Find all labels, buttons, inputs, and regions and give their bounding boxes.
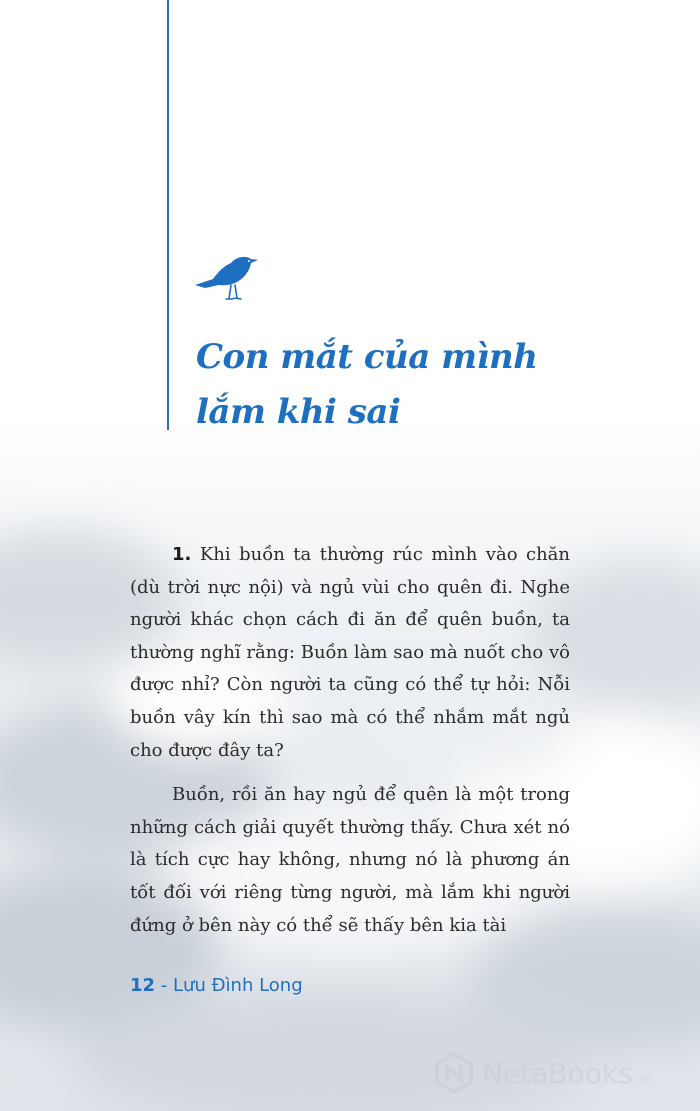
paragraph-text: Khi buồn ta thường rúc mình vào chăn (dù trời nực nội) và ngủ vùi cho quên đi. Nghe người khác chọn cách đi ăn để quên buồn, ta thường nghĩ rằng: Buồn làm sao mà nuốt cho vô được nhỉ? Còn người ta cũng có thể tự hỏi: Nỗi buồn vây kín thì sao mà có thể nhắm mắt ngủ cho được đây ta? — [130, 544, 570, 761]
paragraph-2 — [130, 779, 570, 942]
author-name: Lưu Đình Long — [173, 975, 303, 996]
chapter-title-line-1: Con mắt của mình — [196, 337, 538, 377]
paragraph-number: 1. — [172, 544, 192, 565]
bird-icon — [193, 252, 261, 304]
netabooks-logo-icon — [432, 1051, 476, 1095]
watermark — [432, 1048, 692, 1098]
paragraph-text: Buồn, rồi ăn hay ngủ để quên là một trong những cách giải quyết thường thấy. Chưa xét nó là tích cực hay không, nhưng nó là phương án tốt đối với riêng từng người, mà lắm khi người đứng ở bên này có thể sẽ thấy bên kia tài — [130, 784, 570, 936]
watermark-suffix: .vn — [632, 1071, 652, 1086]
page-number: 12 — [130, 975, 156, 996]
vertical-rule — [167, 0, 169, 430]
paragraph-1 — [130, 539, 570, 767]
body-text — [130, 539, 570, 954]
footer-separator: - — [155, 975, 174, 996]
chapter-title-line-2: lắm khi sai — [196, 392, 401, 432]
page-footer — [130, 975, 303, 996]
watermark-brand: NetaBooks — [482, 1056, 633, 1090]
watermark-text — [482, 1057, 651, 1090]
chapter-title — [196, 330, 656, 440]
